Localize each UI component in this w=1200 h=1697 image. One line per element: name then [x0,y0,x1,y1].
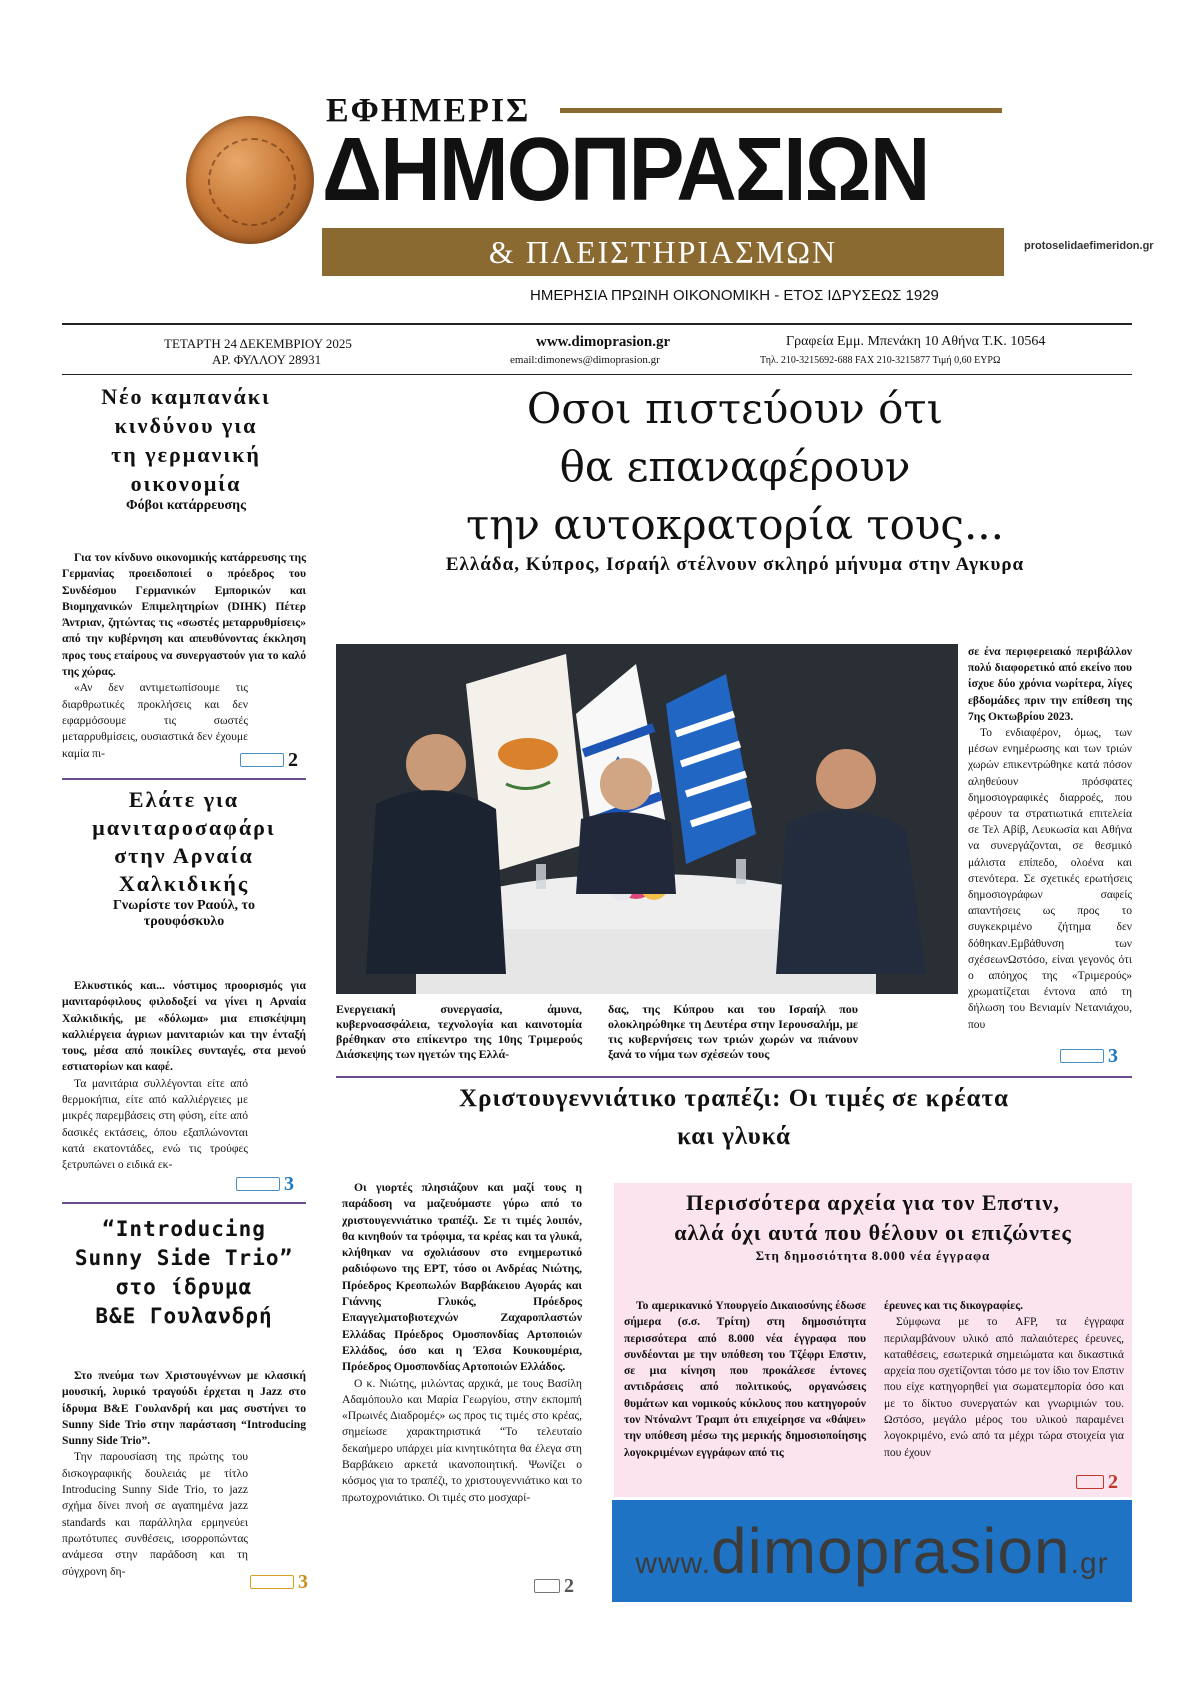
column-divider [62,1202,306,1204]
page-ref-3b[interactable]: 3 [250,1572,308,1592]
office-address: Γραφεία Εμμ. Μπενάκη 10 Αθήνα Τ.Κ. 10564 [786,334,1046,349]
page-ref-icon [1076,1475,1104,1489]
lead-photo [336,644,958,994]
xmas-text: Οι γιορτές πλησιάζουν και μαζί τους η παράδοση να μαζευόμαστε γύρω από το χριστουγεννιάτικο τραπέζι. Σε τι τιμές λοιπόν, θα κινηθούν τα τρόφιμα, τα κρέας και τα γλυκά, κλήθηκαν να σχολιάσουν στο ενημερωτικό ραδιόφωνο της ΕΡΤ, τόσο οι Ανδρέας Νιώτης, Πρόεδρος Κρεοπωλών Βαρβάκειου Αγοράς και Γιάννης Γλυκός, Πρόεδρος Επαγγελματοβιοτεχνών Ζαχαροπλαστών Ελλάδας Πρόεδρος Ομοσπονδίας Αρτοποιών Ελλάδος, όσο και η Έλσα Κουκουμέρια, Πρόεδρος Ομοσπονδίας Αρτοποιών Ελλάδος. Ο κ. Νιώτης, μιλώντας αρχικά, με τους Βασίλη Αδαμόπουλο και Μαρία Γεωργίου, στην εκπομπή «Πρωινές Διαδρομές» ως προς τις τιμές στο κρέας, σημείωσε χαρακτηριστικά “Το τελευταίο δεκαήμερο υπάρχει μία κινητικότητα θα έλεγα στη Βαρβάκειο αρκετά ικανοποιητική. Ψωνίζει ο κόσμος για το τραπέζι, το χριστουγεννιάτικο και το πρωτοχρονιάτικο. Οι τιμές στο μοσχαρί- [342,1181,582,1504]
article-headline: “Introducing Sunny Side Trio” στο ίδρυμα Β&Ε Γουλανδρή [74,1217,294,1328]
lead-subheadline: Ελλάδα, Κύπρος, Ισραήλ στέλνουν σκληρό μήνυμα στην Αγκυρα [445,554,1025,575]
info-top-rule [62,323,1132,325]
website-banner[interactable] [612,1500,1132,1602]
issue-date: ΤΕΤΑΡΤΗ 24 ΔΕΚΕΜΒΡΙΟΥ 2025 [164,336,352,351]
article-mushroom-safari [62,786,306,930]
page-ref-icon [236,1177,280,1191]
photo-caption-left: Ενεργειακή συνεργασία, άμυνα, κυβερνοασφάλεια, τεχνολογία και καινοτομία βρέθηκαν στο επίκεντρο της 10ης Τριμερούς Διάσκεψης των ηγετών της Ελλά- [336,1002,582,1061]
brand-band-title: & ΠΛΕΙΣΤΗΡΙΑΣΜΩΝ [322,228,1004,276]
page-ref-icon [240,753,284,767]
article-german-economy-text: Για τον κίνδυνο οικονομικής κατάρρευσης της Γερμανίας προειδοποιεί ο πρόεδρος του Συνδέσμου Γερμανικών Εμπορικών και Βιομηχανικών Επιμελητηρίων (DIHK) Πέτερ Άντριαν, ζητώντας τις «σωστές μεταρρυθμίσεις» από την κυβέρνηση και απευθύνοντας έκκληση προς τους εταίρους να συνεργαστούν για το καλό της χώρας. «Αν δεν αντιμετωπίσουμε τις διαρθρωτικές προκλήσεις και δεν εφαρμόσουμε τις σωστές μεταρρυθμίσεις, ουσιαστικά δεν έχουμε καμία πι- [62,551,306,760]
issue-sheet: ΑΡ. ΦΥΛΛΟΥ 28931 [212,352,322,367]
xmas-headline: Χριστουγεννιάτικο τραπέζι: Οι τιμές σε κρέατα και γλυκά [459,1085,1009,1150]
page-ref-2[interactable]: 2 [240,750,298,770]
watermark: protoselidaefimeridon.gr [1024,240,1154,252]
epstein-headline: Περισσότερα αρχεία για τον Επστιν, αλλά όχι αυτά που θέλουν οι επιζώντες [674,1190,1072,1245]
photo-caption-mid: δας, της Κύπρου και του Ισραήλ που ολοκληρώθηκε τη Δευτέρα στην Ιερουσαλήμ, με τις κυβερνήσεις των τριών χωρών να πιάνουν ξανά το νήμα των σχέσεών τους [608,1002,858,1061]
info-bottom-rule [62,374,1132,375]
page-ref-icon [250,1575,294,1589]
article-sunny-text: Στο πνεύμα των Χριστουγέννων με κλασική μουσική, λυρικό τραγούδι έρχεται η Jazz στο ίδρυμα Β&Ε Γουλανδρή και μας συστήνει το Sunny Side Trio στην παράσταση “Introducing Sunny Side Trio”. Την παρουσίαση της πρώτης του δισκογραφικής δουλειάς με τίτλο Introducing Sunny Side Trio, το jazz σχήμα δίνει πνοή σε αγαπημένα jazz standards και παράλληλα ερμηνεύει πρωτότυπες συνθέσεις, ισορροπώντας ανάμεσα στην παράδοση και τη σύγχρονη δη- [62,1369,306,1578]
epstein-subheadline: Στη δημοσιότητα 8.000 νέα έγγραφα [755,1248,991,1263]
page-ref-icon [534,1579,560,1593]
email-link[interactable]: email:dimonews@dimoprasion.gr [510,354,660,366]
brand-tagline: ΗΜΕΡΗΣΙΑ ΠΡΩΙΝΗ ΟΙΚΟΝΟΜΙΚΗ - ΕΤΟΣ ΙΔΡΥΣΕΩΣ 1929 [530,287,939,304]
page-ref-3a[interactable]: 3 [236,1174,294,1194]
article-headline: Νέο καμπανάκι κινδύνου για τη γερμανική οικονομία [101,384,271,496]
brand-rule [560,108,1002,113]
section-divider [336,1076,1132,1078]
page-ref-2b[interactable]: 2 [534,1576,574,1596]
banner-text: www.dimoprasion.gr [635,1515,1109,1587]
article-mushroom-text: Ελκυστικός και... νόστιμος προορισμός για μανιταρόφιλους φιλοδοξεί να γίνει η Αρναία Χαλκιδικής, με «δόλωμα» μια επισκέψιμη καλλιέργεια άγριων μανιταριών και την ένταξή τους, μέσα από ποικίλες συνταγές, στα μενού εστιατορίων και καφέ. Τα μανιτάρια συλλέγονται είτε από θερμοκήπια, είτε από καλλιέργειες με μικρές παρεμβάσεις στη φύση, είτε από δασικές εκτάσεις, όπου εξαπλώνονται κατά εκατοντάδες, ενώ τις τρούφες ξετρυπώνει ο ειδικά εκ- [62,979,306,1172]
article-headline: Ελάτε για μανιταροσαφάρι στην Αρναία Χαλκιδικής [92,787,276,896]
article-subheadline: Γνωρίστε τον Ραούλ, το τρουφόσκυλο [113,898,255,929]
contact-phones: Τηλ. 210-3215692-688 FAX 210-3215877 Τιμή 0,60 ΕΥΡΩ [760,355,1001,366]
epstein-text-left: Το αμερικανικό Υπουργείο Δικαιοσύνης έδωσε σήμερα (σ.σ. Τρίτη) στη δημοσιότητα περισσότερα από 8.000 νέα έγγραφα που συνδέονται με την υπόθεση του Τζέφρι Επστιν, σε μια κίνηση που προκάλεσε έντονες αντιδράσεις από πολιτικούς, οργανώσεις θυμάτων και νομικούς κύκλους που κατηγορούν τον Ντόναλντ Τραμπ ότι επιχείρησε να «θάψει» την υπόθεση μέσω της μερικής δημοσιοποίησης λογοκριμένων εγγράφων από τις [624,1299,866,1459]
lead-headline: Οσοι πιστεύουν ότι θα επαναφέρουν την αυτοκρατορία τους... [465,384,1005,549]
brand-main-title: ΔΗΜΟΠΡΑΣΙΩΝ [322,120,929,220]
article-sunny-side-trio [62,1215,306,1331]
column-divider [62,778,306,780]
article-german-economy [66,382,306,514]
brand-small-title: ΕΦΗΜΕΡΙΣ [326,92,531,129]
epstein-text-right: έρευνες και τις δικογραφίες. Σύμφωνα με το AFP, τα έγγραφα περιλαμβάνουν υλικό από παλαιότερες έρευνες, καταθέσεις, εσωτερικά σημειώματα και δικαστικά αρχεία που σχετίζονται τόσο με τον ίδιο τον Επστιν που είχε κατηγορηθεί για σωματεμπορία όσο και με το δίκτυο συνεργατών και γνωριμιών του. Ωστόσο, μεγάλο μέρος του υλικού παραμένει λογοκριμένο, ενώ από τα μέχρι τώρα στοιχεία για που έχουν [884,1299,1124,1459]
page-ref-2c[interactable]: 2 [1076,1472,1118,1492]
website-link[interactable]: www.dimoprasion.gr [536,334,671,350]
page-ref-3c[interactable]: 3 [1060,1046,1118,1066]
lead-photo-illustration [336,644,958,994]
lead-right-column: σε ένα περιφερειακό περιβάλλον πολύ διαφορετικό από εκείνο που ίσχυε δύο χρόνια νωρίτερα, λίγες εβδομάδες πριν την επίθεση της 7ης Οκτωβρίου 2023. Το ενδιαφέρον, όμως, των μέσων ενημέρωσης και των τριών χωρών επικεντρώθηκε κατά πόσον αληθεύουν πρόσφατες δημοσιογραφικές διαρροές, που φέρουν τα στρατιωτικά επιτελεία σε Τελ Αβίβ, Λευκωσία και Αθήνα να συνεργάζονται, σε θεσμικό μάλιστα επίπεδο, ολοένα και στενότερα. Σε σχετικές ερωτήσεις δημοσιογράφων σαφείς απαντήσεις ως προς το συγκεκριμένο ζήτημα δεν δόθηκαν.Εμβάθυνση των σχέσεωνΩστόσο, είναι γεγονός ότι ο απόηχος της «Τριμερούς» χρωματίζεται έντονα από τη δήλωση του Βενιαμίν Νετανιάχου, που [968,646,1132,1031]
coin-logo [186,116,314,244]
article-subheadline: Φόβοι κατάρρευσης [126,498,246,513]
page-ref-icon [1060,1049,1104,1063]
